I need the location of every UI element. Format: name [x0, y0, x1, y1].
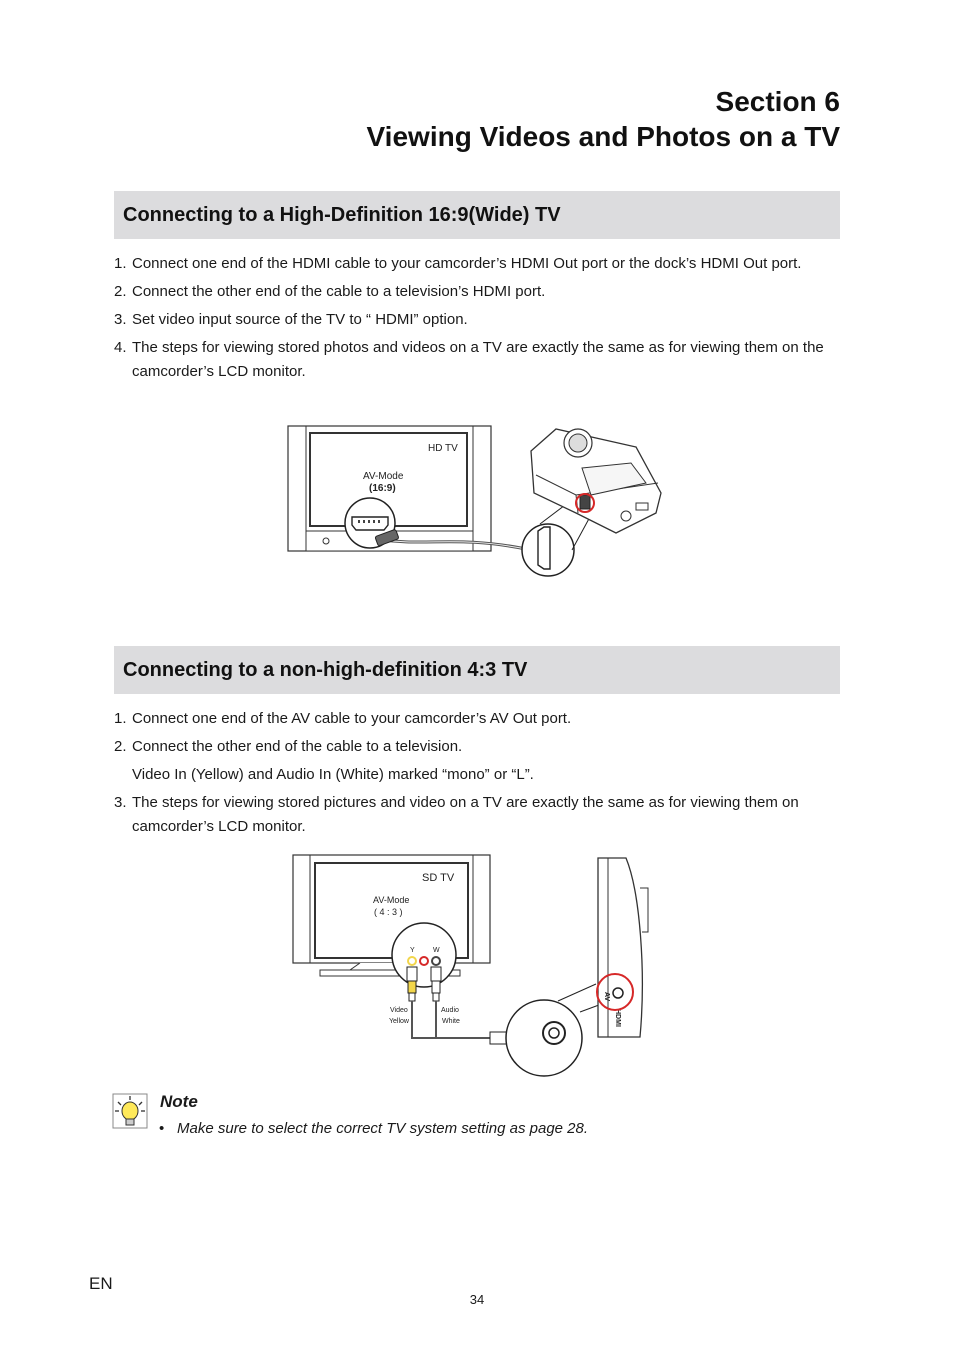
step-text: Connect one end of the AV cable to your camcorder’s AV Out port. — [132, 710, 572, 727]
section-title: Viewing Videos and Photos on a TV — [366, 121, 840, 152]
language-tag: EN — [89, 1274, 113, 1293]
step-text: Connect the other end of the cable to a television. — [132, 738, 463, 755]
audio-color-label: White — [442, 1018, 460, 1025]
hd-mode-value: (16:9) — [369, 483, 396, 494]
section-number: Section 6 — [715, 86, 840, 117]
note-item — [159, 1119, 588, 1139]
rca-plug-video — [407, 967, 417, 1001]
sd-step-3 — [114, 791, 840, 839]
white-jack-icon — [432, 957, 440, 965]
hd-step-4 — [114, 336, 840, 384]
step-text: Connect the other end of the cable to a television’s HDMI port. — [132, 283, 546, 300]
av-port-label: AV — [603, 992, 610, 1002]
yellow-jack-icon — [408, 957, 416, 965]
page-title — [367, 84, 840, 154]
page-number: 34 — [469, 1292, 485, 1307]
note-title: Note — [160, 1092, 198, 1111]
sd-tv-label: SD TV — [422, 872, 455, 884]
step-subtext: Video In (Yellow) and Audio In (White) marked “mono” or “L”. — [132, 766, 534, 783]
video-color-label: Yellow — [389, 1018, 409, 1025]
step-number: 3. — [114, 311, 127, 328]
sdtv-connection-diagram — [290, 852, 654, 1084]
step-text: Set video input source of the TV to “ HDMI” option. — [132, 311, 468, 328]
hdmi-port-label: HDMI — [614, 1009, 621, 1027]
tv-av-jacks-zoom — [392, 923, 456, 987]
hd-steps-list — [114, 252, 840, 388]
audio-label: Audio — [441, 1007, 459, 1014]
hdtv-connection-diagram — [286, 423, 670, 583]
sd-section-heading: Connecting to a non-high-definition 4:3 TV — [114, 646, 840, 694]
camcorder-side-illustration — [598, 858, 648, 1037]
step-number: 3. — [114, 794, 127, 811]
hd-section-heading: Connecting to a High-Definition 16:9(Wide) TV — [114, 191, 840, 239]
rca-plug-audio — [431, 967, 441, 1001]
hdmi-port-icon — [352, 517, 388, 530]
step-number: 1. — [114, 710, 127, 727]
sd-mode-label: AV-Mode — [373, 895, 410, 905]
step-text: Connect one end of the HDMI cable to your camcorder’s HDMI Out port or the dock’s HDMI Out port. — [132, 255, 802, 272]
step-number: 2. — [114, 738, 127, 755]
sd-steps-list — [114, 707, 840, 843]
jack-y-label: Y — [410, 947, 415, 954]
video-label: Video — [390, 1007, 408, 1014]
camcorder-illustration — [531, 429, 661, 533]
step-text: The steps for viewing stored photos and videos on a TV are exactly the same as for viewing them on the camcorder’s LCD monitor. — [132, 339, 824, 380]
note-text: Make sure to select the correct TV system setting as page 28. — [177, 1120, 589, 1137]
hd-mode-label: AV-Mode — [363, 471, 404, 482]
lightbulb-icon — [112, 1093, 148, 1131]
hd-step-3 — [114, 308, 840, 332]
hd-tv-label: HD TV — [428, 443, 458, 454]
hd-step-2 — [114, 280, 840, 304]
step-number: 1. — [114, 255, 127, 272]
bullet-marker: • — [159, 1120, 165, 1137]
sd-step-2 — [114, 735, 840, 787]
sd-mode-value: ( 4 : 3 ) — [374, 907, 403, 917]
red-jack-icon — [420, 957, 428, 965]
step-text: The steps for viewing stored pictures and video on a TV are exactly the same as for viewing them on camcorder’s LCD monitor. — [132, 794, 799, 835]
hd-step-1 — [114, 252, 840, 276]
jack-w-label: W — [433, 947, 440, 954]
step-number: 4. — [114, 339, 127, 356]
step-number: 2. — [114, 283, 127, 300]
sd-step-1 — [114, 707, 840, 731]
